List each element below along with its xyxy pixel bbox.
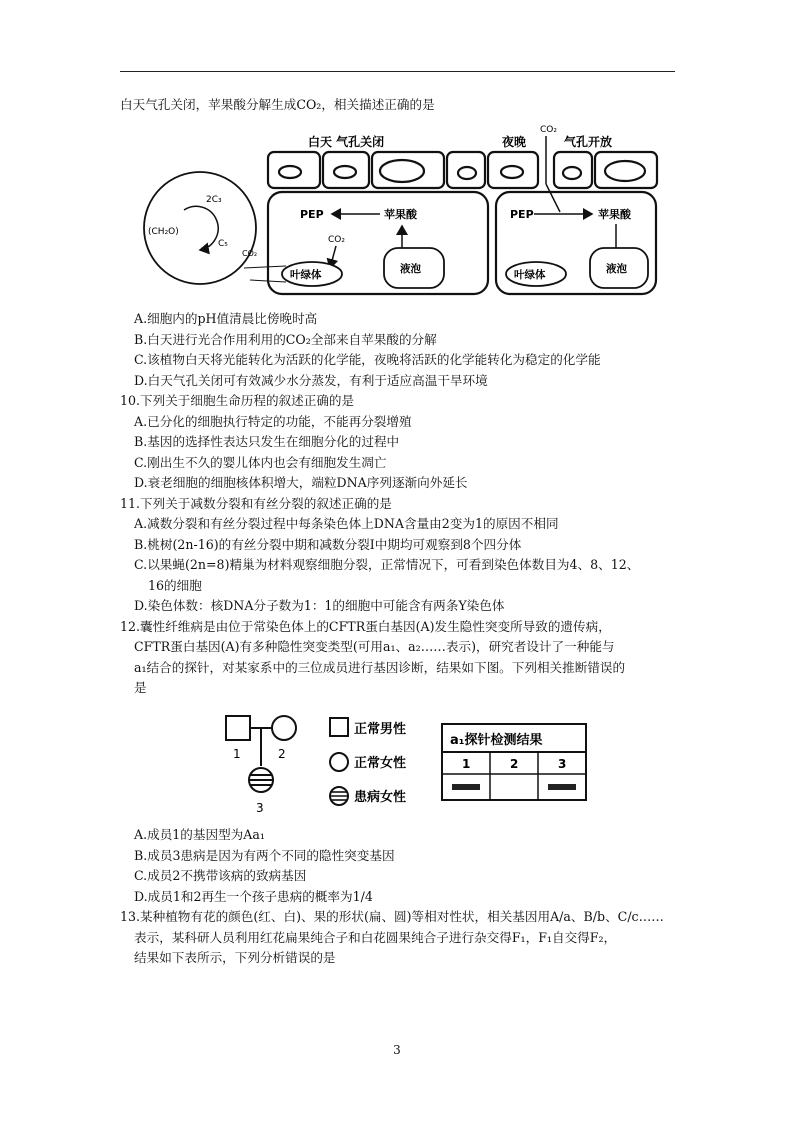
- night-upper-cells: [488, 152, 657, 188]
- q12-option-d: D.成员1和2再生一个孩子患病的概率为1/4: [134, 889, 373, 904]
- q12-option-c: C.成员2不携带该病的致病基因: [134, 868, 307, 883]
- q11-stem: 11.下列关于减数分裂和有丝分裂的叙述正确的是: [120, 496, 392, 511]
- q10-option-b: B.基因的选择性表达只发生在细胞分化的过程中: [134, 434, 400, 449]
- night-malic-acid: 苹果酸: [598, 208, 631, 221]
- day-label: 白天 气孔关闭: [308, 135, 385, 149]
- day-pep: PEP: [300, 208, 324, 221]
- q13-stem-line-1: 13.某种植物有花的颜色(红、白)、果的形状(扁、圆)等相对性状，相关基因用A/a、B/b、C/c……: [120, 909, 664, 924]
- q12-stem-line-1: 12.囊性纤维病是由位于常染色体上的CFTR蛋白基因(A)发生隐性突变所导致的遗传病，: [120, 619, 611, 634]
- member-3-label: 3: [256, 801, 264, 815]
- member-1-male: [226, 716, 250, 740]
- probe-band-1: [452, 784, 480, 790]
- day-malic-acid: 苹果酸: [384, 208, 417, 221]
- legend-affected-icon: [330, 787, 348, 805]
- q9-option-b: B.白天进行光合作用利用的CO₂全部来自苹果酸的分解: [134, 332, 437, 347]
- night-chloroplast-label: 叶绿体: [514, 269, 546, 281]
- legend-female-icon: [330, 753, 348, 771]
- q10-stem: 10.下列关于细胞生命历程的叙述正确的是: [120, 393, 355, 408]
- q12-option-a: A.成员1的基因型为Aa₁: [134, 827, 265, 842]
- q12-stem-line-4: 是: [134, 680, 147, 695]
- question-9-intro: 白天气孔关闭，苹果酸分解生成CO₂，相关描述正确的是: [120, 97, 435, 112]
- q10-option-a: A.已分化的细胞执行特定的功能，不能再分裂增殖: [134, 414, 412, 429]
- q9-option-d: D.白天气孔关闭可有效减少水分蒸发，有利于适应高温干旱环境: [134, 373, 488, 388]
- q12-option-b: B.成员3患病是因为有两个不同的隐性突变基因: [134, 848, 395, 863]
- q9-option-c: C.该植物白天将光能转化为活跃的化学能，夜晚将活跃的化学能转化为稳定的化学能: [134, 352, 601, 367]
- night-label: 夜晚: [502, 135, 527, 149]
- member-2-female: [272, 716, 296, 740]
- q10-option-d: D.衰老细胞的细胞核体积增大，端粒DNA序列逐渐向外延长: [134, 475, 468, 490]
- day-vacuole-label: 液泡: [400, 263, 421, 275]
- cycle-co2: CO₂: [242, 249, 258, 258]
- q12-stem-line-2: CFTR蛋白基因(A)有多种隐性突变类型(可用a₁、a₂……表示)，研究者设计了一种能与: [134, 639, 615, 654]
- cycle-ch2o: (CH₂O): [148, 227, 179, 237]
- cam-photosynthesis-diagram: [140, 118, 660, 300]
- q13-stem-line-3: 结果如下表所示，下列分析错误的是: [134, 950, 336, 965]
- q13-stem-line-2: 表示，某科研人员利用红花扁果纯合子和白花圆果纯合子进行杂交得F₁，F₁自交得F₂，: [134, 930, 617, 945]
- pedigree-figure: [210, 700, 590, 818]
- legend-affected: 患病女性: [354, 790, 407, 805]
- q10-option-c: C.刚出生不久的婴儿体内也会有细胞发生凋亡: [134, 455, 387, 470]
- legend-female: 正常女性: [354, 756, 407, 771]
- q11-option-a: A.减数分裂和有丝分裂过程中每条染色体上DNA含量由2变为1的原因不相同: [134, 516, 559, 531]
- legend-male: 正常男性: [354, 722, 407, 737]
- night-co2-label: CO₂: [540, 125, 557, 135]
- q11-option-c-cont: 16的细胞: [148, 578, 202, 593]
- q11-option-c: C.以果蝇(2n=8)精巢为材料观察细胞分裂，正常情况下，可看到染色体数目为4、8、12、: [134, 557, 640, 572]
- day-chloroplast-label: 叶绿体: [290, 269, 322, 281]
- day-upper-cells: [268, 152, 485, 188]
- cycle-c3: 2C₃: [206, 195, 222, 205]
- legend-male-icon: [330, 718, 348, 736]
- stomata-open-label: 气孔开放: [564, 135, 613, 149]
- member-3-affected-female: [249, 768, 273, 792]
- member-1-label: 1: [233, 747, 241, 761]
- q11-option-d: D.染色体数：核DNA分子数为1：1的细胞中可能含有两条Y染色体: [134, 598, 505, 613]
- page-number: 3: [393, 1043, 401, 1057]
- member-2-label: 2: [278, 747, 286, 761]
- cycle-c5: C₅: [218, 239, 228, 249]
- header-rule: [120, 71, 675, 72]
- night-vacuole-label: 液泡: [606, 263, 627, 275]
- day-co2: CO₂: [328, 235, 345, 245]
- probe-band-3: [548, 784, 576, 790]
- probe-header-3: 3: [558, 757, 567, 771]
- probe-table-title: a₁探针检测结果: [450, 733, 543, 748]
- q9-option-a: A.细胞内的pH值清晨比傍晚时高: [134, 311, 318, 326]
- probe-header-2: 2: [510, 757, 519, 771]
- night-pep: PEP: [510, 208, 534, 221]
- q12-stem-line-3: a₁结合的探针，对某家系中的三位成员进行基因诊断，结果如下图。下列相关推断错误的: [134, 660, 626, 675]
- probe-header-1: 1: [462, 757, 471, 771]
- q11-option-b: B.桃树(2n-16)的有丝分裂中期和减数分裂I中期均可观察到8个四分体: [134, 537, 522, 552]
